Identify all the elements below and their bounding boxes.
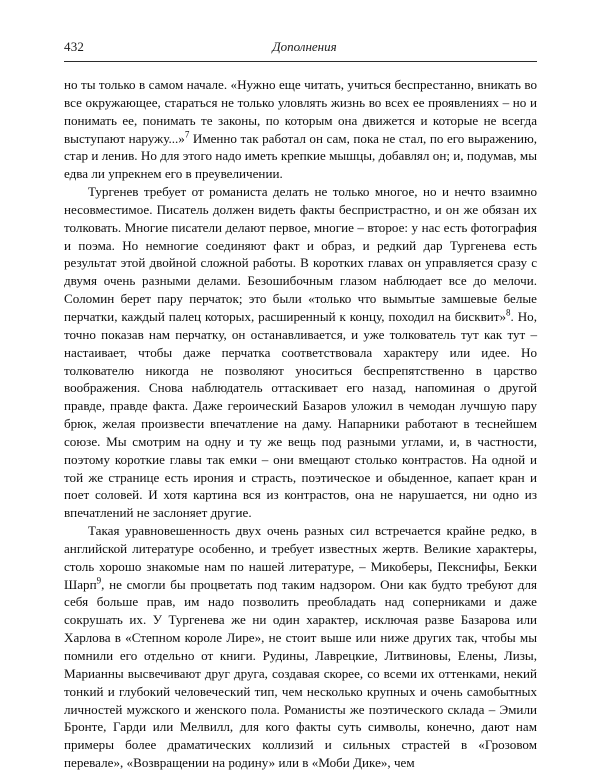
paragraph-2-text-b: . Но, точно показав нам перчатку, он останавливается, и уже толкователь тут как тут – настаивает, чтобы даже перчатка соответствовала характеру или идее. Но толкователю никогда не позволяют уноситься беспрепятственно в царство воображения. Снова наблюдатель оттаскивает его назад, напоминая о другой правде, правде факта. Даже героический Базаров уложил в чемодан лучшую пару брюк, желая произвести впечатление на даму. Напарники работают в теснейшем союзе. Мы смотрим на одну и ту же вещь под разными углами, и, в частности, поэтому короткие главы так емки – они вмещают столько контрастов. На одной и той же странице есть ирония и страсть, поэтическое и обыденное, капает кран и поет соловей. И хотя картина вся из контрастов, она не нарушается, ни одно из впечатлений не заслоняет другие. — [64, 308, 537, 521]
footnote-marker-7[interactable]: 7 — [184, 129, 190, 140]
paragraph-1 — [64, 76, 537, 183]
paragraph-3-text-b: , не смогли бы процветать под таким надзором. Они как будто требуют для себя больше прав, им надо позволить преобладать над соперниками и даже сокрушать их. У Тургенева же ни один характер, исключая разве Базарова или Харлова в «Степном короле Лире», не стоит выше или ниже других так, чтобы мы помнили его отдельно от книги. Рудины, Лаврецкие, Литвиновы, Елены, Лизы, Марианны высвечивают друг друга, создавая скорее, со всеми их оттенками, некий тонкий и глубокий человеческий тип, чем несколько крупных и очень самобытных личностей мужского и женского пола. Романисты же поэтического склада – Эмили Бронте, Гарди или Мелвилл, для кого факты суть символы, конечно, дают нам примеры более драматических коллизий и сильных страстей в «Грозовом перевале», «Возвращении на родину» или в «Моби Дике», чем — [64, 576, 537, 771]
footnote-marker-9[interactable]: 9 — [96, 575, 102, 586]
footnote-marker-8[interactable]: 8 — [506, 307, 511, 318]
paragraph-2 — [64, 183, 537, 522]
paragraph-1-text-b: Именно так работал он сам, пока не стал, по его выражению, стар и ленив. Но для этого надо иметь крепкие мышцы, добавлял он; и, подумав, мы едва ли упрекнем его в преувеличении. — [64, 130, 538, 182]
running-head — [64, 38, 537, 56]
paragraph-3 — [64, 522, 537, 772]
running-head-title: Дополнения — [272, 39, 337, 54]
paragraph-2-text-a: Тургенев требует от романиста делать не только многое, но и нечто взаимно несовместимое. Писатель должен видеть факты беспристрастно, и он же обязан их толковать. Многие писатели делают первое, многие – второе: у нас есть фотография и поэма. Но немногие соединяют факт и образ, и редкий дар Тургенева есть результат этой двойной сложной работы. В коротких главах он управляется сразу с двумя очень разными делами. Безошибочным глазом наблюдает все до мелочи. Соломин берет пару перчаток; это были «только что вымытые замшевые белые перчатки, каждый палец которых, расширенный к концу, походил на бисквит» — [64, 184, 537, 324]
page-number: 432 — [64, 39, 85, 54]
paragraph-1-text-a: но ты только в самом начале. «Нужно еще читать, учиться беспрестанно, вникать во все окружающее, стараться не только уловлять жизнь во всех ее проявлениях – но и понимать ее, понимать те законы, по которым она движется и которые не всегда выступают наружу...» — [64, 77, 537, 146]
body-text-block — [64, 76, 537, 772]
header-rule — [64, 61, 537, 62]
paragraph-3-text-a: Такая уравновешенность двух очень разных сил встречается крайне редко, в английской литературе особенно, и требует известных жертв. Великие характеры, столь хорошо знакомые нам по нашей литературе, – Микоберы, Пекснифы, Бекки Шарп — [64, 523, 537, 592]
